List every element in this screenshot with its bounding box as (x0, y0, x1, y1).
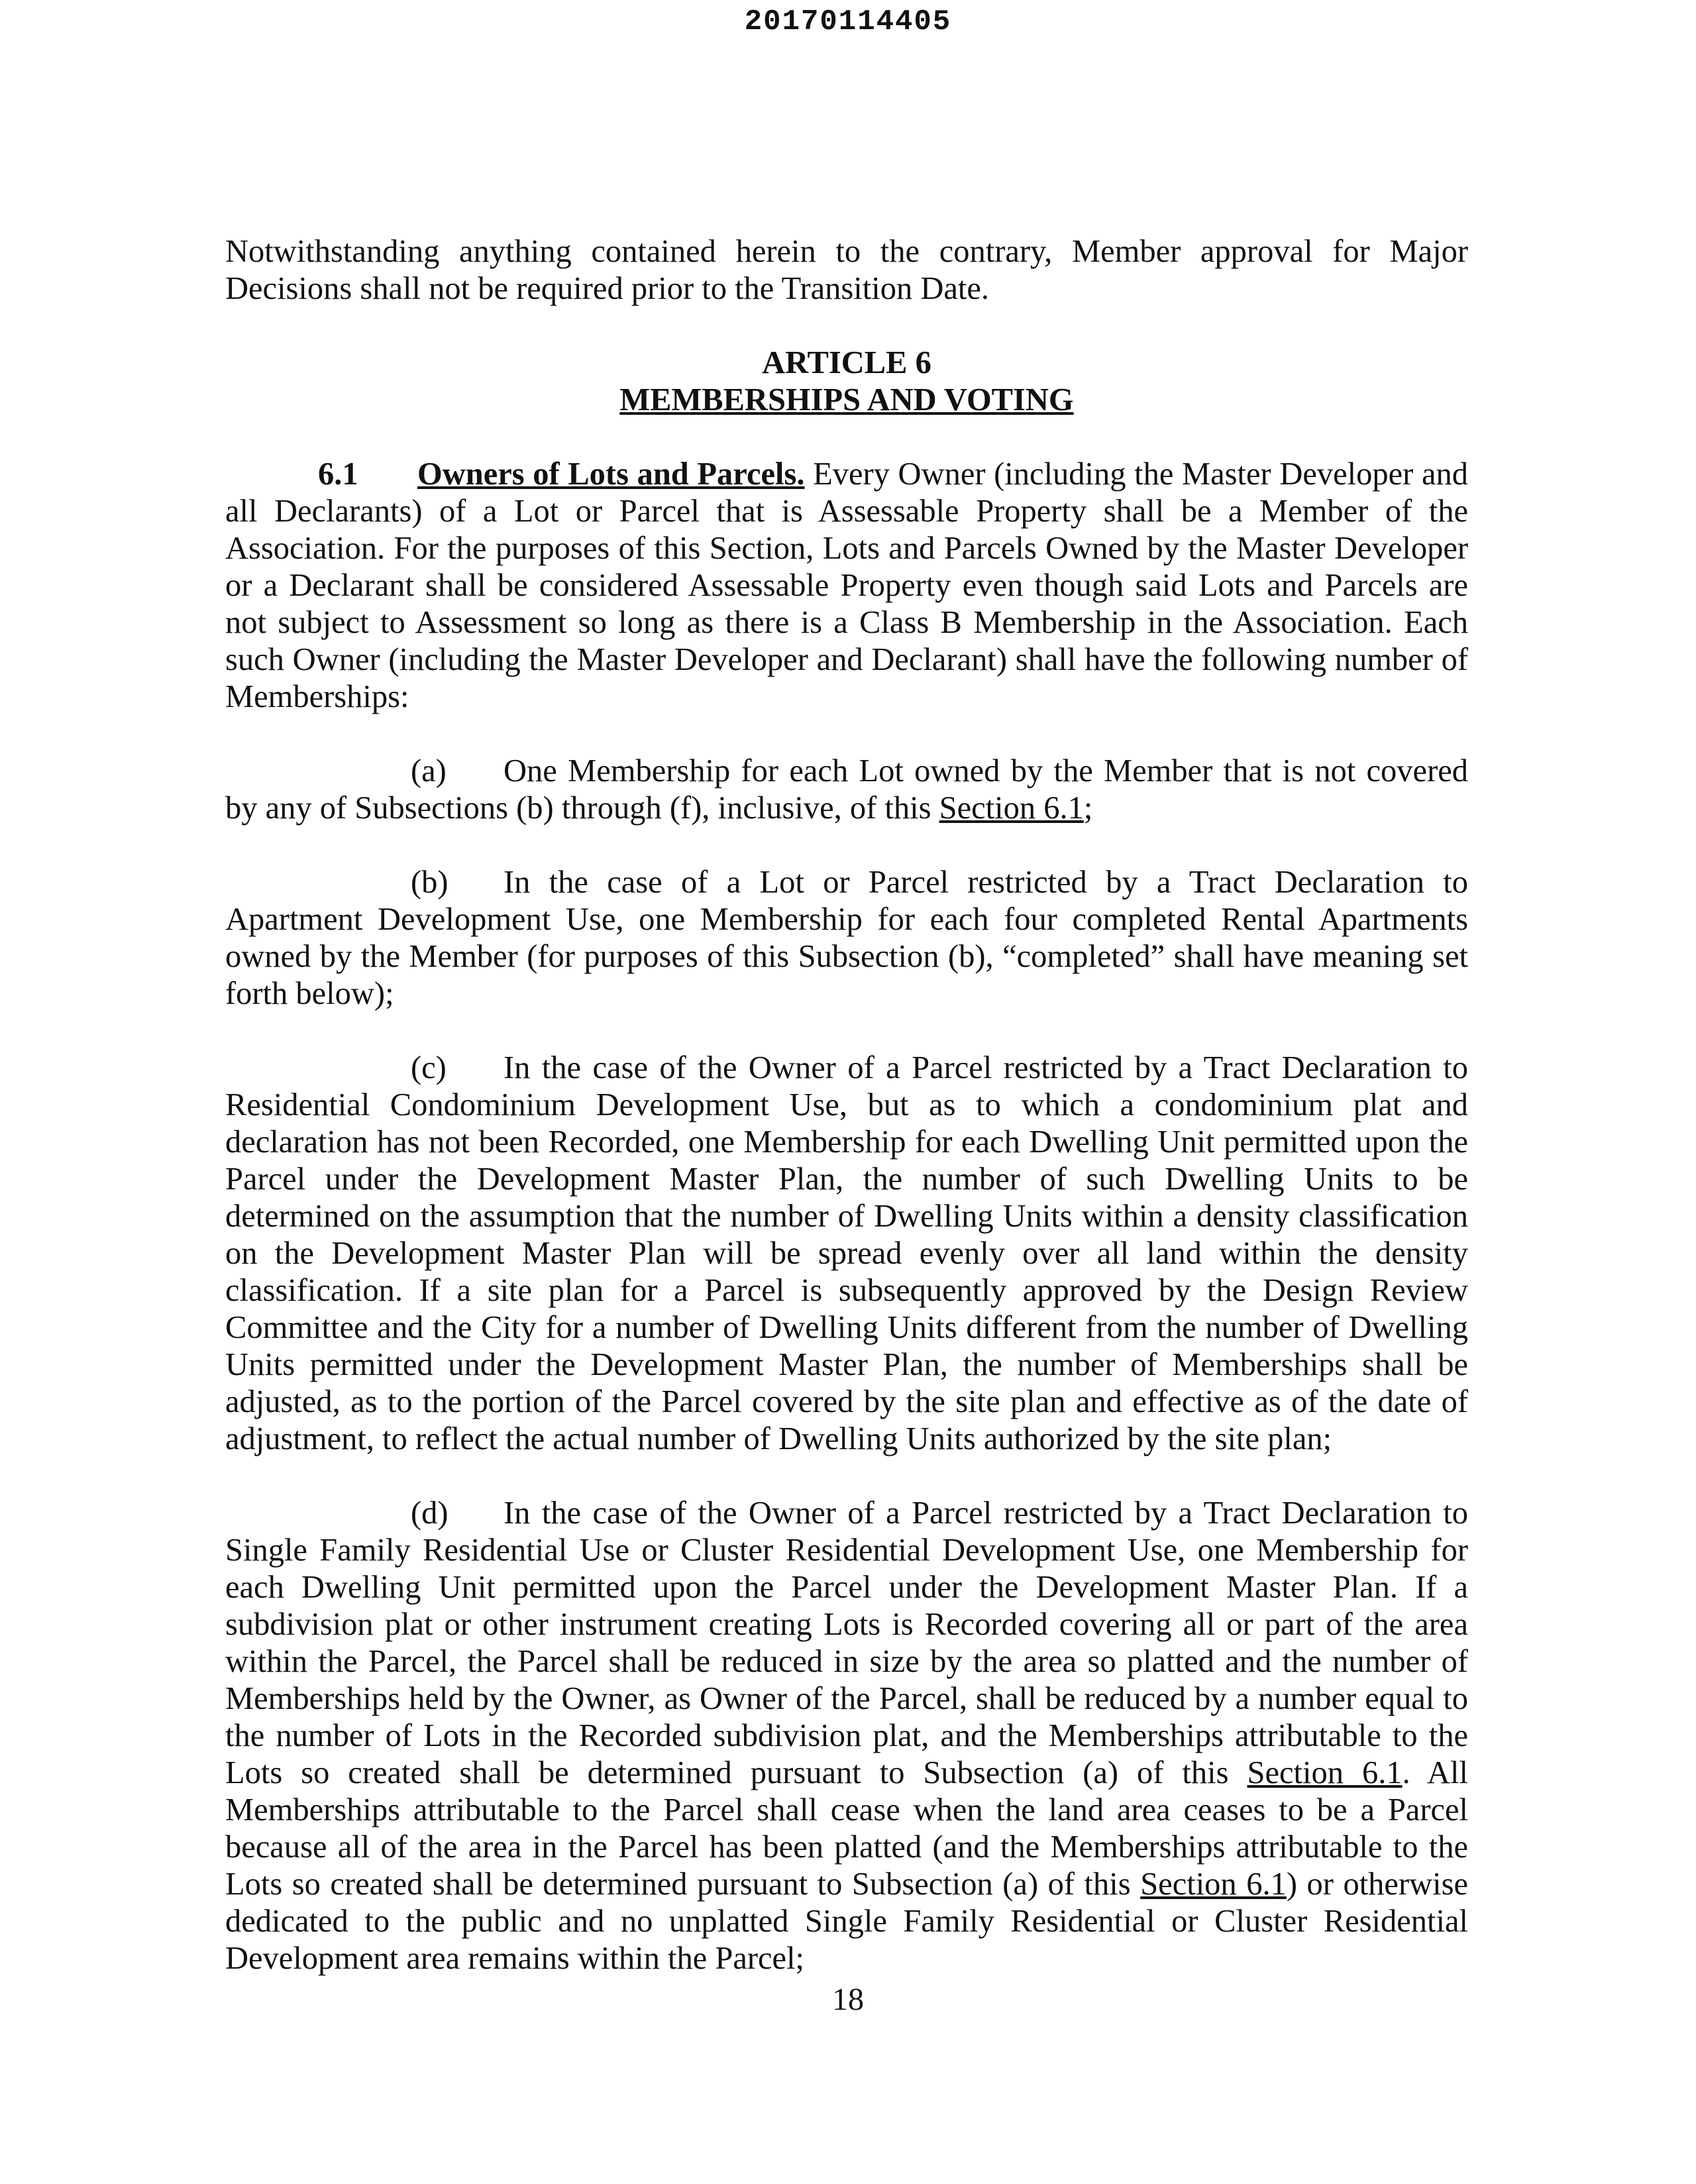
subsection-d-text-3: ) or otherwise dedicated to the public and no unplatted Single Family Residential or Cluster Residential Development area remains within the Parcel; (225, 1867, 1468, 1976)
subsection-c-text: In the case of the Owner of a Parcel restricted by a Tract Declaration to Residential Condominium Development Use, but as to which a condominium plat and declaration has not been Recorded, one Membership for each Dwelling Unit permitted upon the Parcel under the Development Master Plan, the number of such Dwelling Units to be determined on the assumption that the number of Dwelling Units within a density classification on the Development Master Plan will be spread evenly over all land within the density classification. If a site plan for a Parcel is subsequently approved by the Design Review Committee and the City for a number of Dwelling Units different from the number of Dwelling Units permitted under the Development Master Plan, the number of Memberships shall be adjusted, as to the portion of the Parcel covered by the site plan and effective as of the date of adjustment, to reflect the actual number of Dwelling Units authorized by the site plan; (225, 1050, 1468, 1456)
subsection-c-paragraph (225, 1050, 1468, 1458)
section-title: Owners of Lots and Parcels. (417, 457, 805, 492)
article-label: ARTICLE 6 (762, 345, 931, 380)
subsection-d-paragraph (225, 1495, 1468, 1977)
subsection-c-label: (c) (411, 1050, 447, 1085)
document-number: 20170114405 (744, 5, 952, 38)
section-6-1-text: Every Owner (including the Master Developer and all Declarants) of a Lot or Parcel that is Assessable Property shall be a Member of the Association. For the purposes of this Section, Lots and Parcels Owned by the Master Developer or a Declarant shall be considered Assessable Property even though said Lots and Parcels are not subject to Assessment so long as there is a Class B Membership in the Association. Each such Owner (including the Master Developer and Declarant) shall have the following number of Memberships: (225, 457, 1468, 714)
subsection-a-text: One Membership for each Lot owned by the Member that is not covered by any of Subsections (b) through (f), inclusive, of this (225, 753, 1468, 826)
article-title (225, 382, 1468, 419)
subsection-b-label: (b) (411, 865, 449, 900)
subsection-a-paragraph (225, 753, 1468, 827)
subsection-b-paragraph (225, 864, 1468, 1012)
article-heading (225, 345, 1468, 419)
subsection-a-label: (a) (411, 753, 447, 789)
subsection-d-text-1: In the case of the Owner of a Parcel restricted by a Tract Declaration to Single Family Residential Use or Cluster Residential Development Use, one Membership for each Dwelling Unit permitted upon the Parcel under the Development Master Plan. If a subdivision plat or other instrument creating Lots is Recorded covering all or part of the area within the Parcel, the Parcel shall be reduced in size by the area so platted and the number of Memberships held by the Owner, as Owner of the Parcel, shall be reduced by a number equal to the number of Lots in the Recorded subdivision plat, and the Memberships attributable to the Lots so created shall be determined pursuant to Subsection (a) of this (225, 1496, 1468, 1790)
subsection-d-text-2: . All Memberships attributable to the Parcel shall cease when the land area ceases to be a Parcel because all of the area in the Parcel has been platted (and the Memberships attributable to the Lots so created shall be determined pursuant to Subsection (a) of this (225, 1755, 1468, 1902)
section-6-1-paragraph (225, 456, 1468, 716)
page-number: 18 (832, 1982, 864, 2017)
subsection-d-section-ref-2: Section 6.1 (1140, 1867, 1287, 1902)
intro-paragraph: Notwithstanding anything contained herein to the contrary, Member approval for Major Decisions shall not be required prior to the Transition Date. (225, 234, 1468, 306)
subsection-d-label: (d) (411, 1496, 449, 1531)
subsection-d-section-ref-1: Section 6.1 (1247, 1755, 1403, 1790)
subsection-a-section-ref: Section 6.1 (939, 791, 1084, 826)
section-number: 6.1 (318, 457, 358, 492)
subsection-b-text: In the case of a Lot or Parcel restricted by a Tract Declaration to Apartment Development Use, one Membership for each four completed Rental Apartments owned by the Member (for purposes of this Subsection (b), “completed” shall have meaning set forth below); (225, 865, 1468, 1011)
subsection-a-end: ; (1083, 791, 1093, 826)
article-title-text: MEMBERSHIPS AND VOTING (619, 382, 1074, 417)
page-body (225, 233, 1468, 2014)
